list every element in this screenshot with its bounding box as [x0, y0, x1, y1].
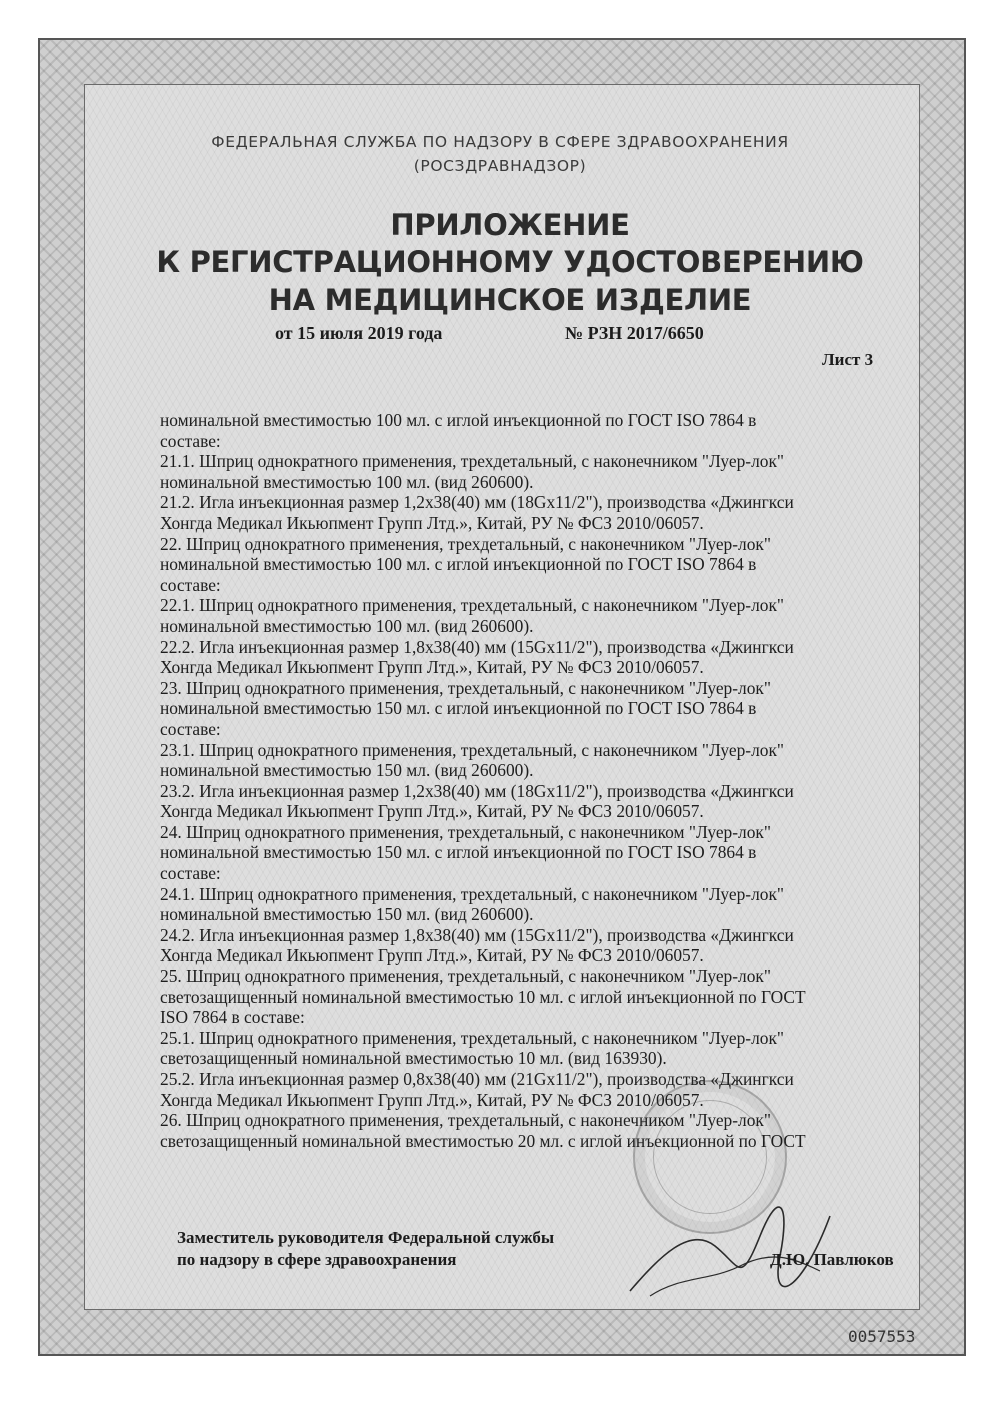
signatory-name: Д.Ю. Павлюков: [770, 1250, 894, 1269]
body-text-line: Хонгда Медикал Икьюпмент Групп Лтд.», Китай, РУ № ФСЗ 2010/06057.: [160, 801, 704, 822]
body-text-line: номинальной вместимостью 100 мл. (вид 260600).: [160, 471, 534, 492]
body-text-line: 24. Шприц однократного применения, трехдетальный, с наконечником "Луер-лок": [160, 821, 771, 842]
body-text-line: 21.1. Шприц однократного применения, трехдетальный, с наконечником "Луер-лок": [160, 451, 784, 472]
serial-number: 0057553: [848, 1327, 916, 1346]
body-text-line: номинальной вместимостью 150 мл. с иглой инъекционной по ГОСТ ISO 7864 в: [160, 842, 757, 863]
sheet-number: Лист 3: [822, 350, 874, 369]
body-text-line: светозащищенный номинальной вместимостью 10 мл. с иглой инъекционной по ГОСТ: [160, 986, 806, 1007]
body-text-line: номинальной вместимостью 100 мл. с иглой инъекционной по ГОСТ ISO 7864 в: [160, 554, 757, 575]
body-text-line: светозащищенный номинальной вместимостью 20 мл. с иглой инъекционной по ГОСТ: [160, 1130, 806, 1151]
body-text-line: 22.2. Игла инъекционная размер 1,8х38(40) мм (15Gх11/2"), производства «Джингкси: [160, 636, 794, 657]
body-text-line: светозащищенный номинальной вместимостью 10 мл. (вид 163930).: [160, 1048, 667, 1069]
body-text-line: составе:: [160, 574, 221, 595]
body-text-line: Хонгда Медикал Икьюпмент Групп Лтд.», Китай, РУ № ФСЗ 2010/06057.: [160, 1089, 704, 1110]
agency-name: ФЕДЕРАЛЬНАЯ СЛУЖБА ПО НАДЗОРУ В СФЕРЕ ЗДРАВООХРАНЕНИЯ: [211, 133, 789, 151]
body-text-line: составе:: [160, 718, 221, 739]
body-text-line: 22.1. Шприц однократного применения, трехдетальный, с наконечником "Луер-лок": [160, 595, 784, 616]
body-text-line: номинальной вместимостью 100 мл. с иглой инъекционной по ГОСТ ISO 7864 в: [160, 410, 757, 430]
body-text-line: 26. Шприц однократного применения, трехдетальный, с наконечником "Луер-лок": [160, 1110, 771, 1131]
body-text-line: 24.2. Игла инъекционная размер 1,8х38(40) мм (15Gх11/2"), производства «Джингкси: [160, 924, 794, 945]
agency-abbreviation: (РОСЗДРАВНАДЗОР): [413, 157, 587, 175]
body-text-line: номинальной вместимостью 100 мл. (вид 260600).: [160, 615, 534, 636]
body-text-line: 25. Шприц однократного применения, трехдетальный, с наконечником "Луер-лок": [160, 966, 771, 987]
body-text-line: 21.2. Игла инъекционная размер 1,2х38(40) мм (18Gх11/2"), производства «Джингкси: [160, 492, 794, 513]
document-body: [160, 410, 920, 1151]
body-text-line: 23.1. Шприц однократного применения, трехдетальный, с наконечником "Луер-лок": [160, 739, 784, 760]
signatory-title-line-2: по надзору в сфере здравоохранения: [177, 1250, 457, 1269]
body-text-line: 23. Шприц однократного применения, трехдетальный, с наконечником "Луер-лок": [160, 677, 771, 698]
body-text-line: Хонгда Медикал Икьюпмент Групп Лтд.», Китай, РУ № ФСЗ 2010/06057.: [160, 657, 704, 678]
body-text-line: составе:: [160, 863, 221, 884]
document-title-line-1: ПРИЛОЖЕНИЕ: [390, 208, 630, 242]
signatory-title-line-1: Заместитель руководителя Федеральной службы: [177, 1228, 555, 1247]
body-text-line: Хонгда Медикал Икьюпмент Групп Лтд.», Китай, РУ № ФСЗ 2010/06057.: [160, 512, 704, 533]
body-text-line: 23.2. Игла инъекционная размер 1,2х38(40) мм (18Gх11/2"), производства «Джингкси: [160, 780, 794, 801]
registration-number: № РЗН 2017/6650: [565, 323, 704, 343]
document-title-line-3: НА МЕДИЦИНСКОЕ ИЗДЕЛИЕ: [268, 283, 752, 317]
document-title-line-2: К РЕГИСТРАЦИОННОМУ УДОСТОВЕРЕНИЮ: [156, 245, 864, 279]
body-text-line: 22. Шприц однократного применения, трехдетальный, с наконечником "Луер-лок": [160, 533, 771, 554]
body-text-line: номинальной вместимостью 150 мл. с иглой инъекционной по ГОСТ ISO 7864 в: [160, 698, 757, 719]
body-text-line: 25.1. Шприц однократного применения, трехдетальный, с наконечником "Луер-лок": [160, 1027, 784, 1048]
body-text-line: ISO 7864 в составе:: [160, 1007, 305, 1028]
body-text-line: номинальной вместимостью 150 мл. (вид 260600).: [160, 904, 534, 925]
body-text-line: составе:: [160, 430, 221, 451]
body-text-line: 25.2. Игла инъекционная размер 0,8х38(40) мм (21Gх11/2"), производства «Джингкси: [160, 1069, 794, 1089]
body-text-line: 24.1. Шприц однократного применения, трехдетальный, с наконечником "Луер-лок": [160, 883, 784, 904]
body-text-line: номинальной вместимостью 150 мл. (вид 260600).: [160, 760, 534, 781]
body-text-line: Хонгда Медикал Икьюпмент Групп Лтд.», Китай, РУ № ФСЗ 2010/06057.: [160, 945, 704, 966]
issue-date: от 15 июля 2019 года: [275, 323, 443, 343]
